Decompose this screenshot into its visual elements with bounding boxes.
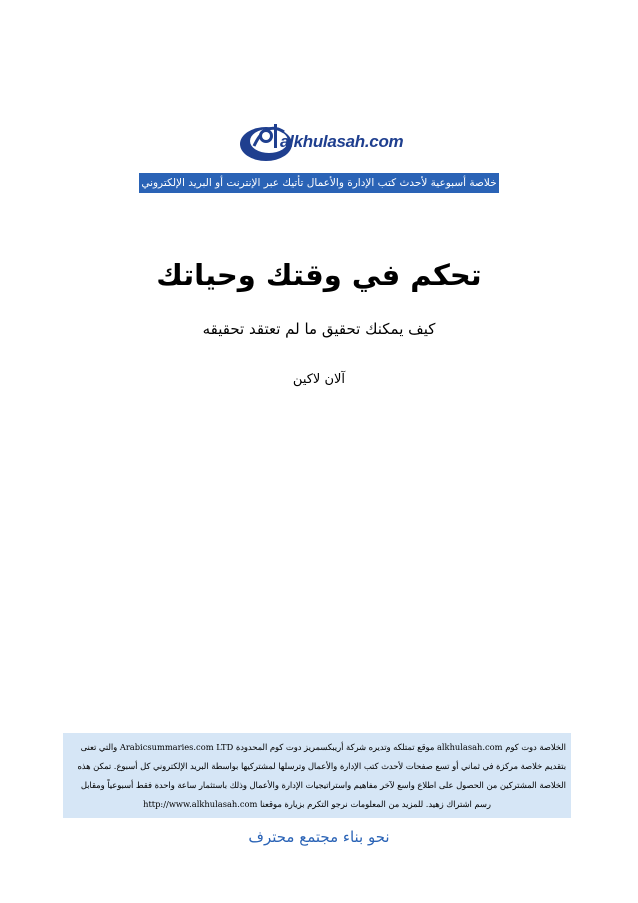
book-author: آلان لاكين <box>292 372 346 387</box>
site-logo <box>236 110 404 172</box>
logo-text: alkhulasah.com <box>280 132 404 151</box>
book-subtitle: كيف يمكنك تحقيق ما لم تعتقد تحقيقه <box>202 320 436 338</box>
about-info-box <box>63 733 571 818</box>
info-line: الخلاصة دوت كوم alkhulasah.com موقع تمتلكه وتديره شركة أريبكسمريز دوت كوم المحدودة Arabicsummaries.com LTD والتي تعنى <box>80 742 566 752</box>
footer-slogan: نحو بناء مجتمع محترف <box>248 828 390 846</box>
tagline-banner: خلاصة أسبوعية لأحدث كتب الإدارة والأعمال تأتيك عبر الإنترنت أو البريد الإلكتروني <box>139 173 499 193</box>
info-line: الخلاصة المشتركين من الحصول على اطلاع واسع لآخر مفاهيم واستراتيجيات الإدارة والأعمال وذلك باستثمار ساعة واحدة فقط أسبوعياً ومقابل <box>80 780 566 790</box>
info-line: بتقديم خلاصة مركزة في ثماني أو تسع صفحات لأحدث كتب الإدارة والأعمال وترسلها لمشتركيها بواسطة البريد الإلكتروني كل أسبوع. تمكن هذه <box>77 761 566 771</box>
info-line-with-link[interactable]: رسم اشتراك زهيد. للمزيد من المعلومات نرجو التكرم بزيارة موقعنا http://www.alkhulasah.com <box>143 799 491 809</box>
book-title: تحكم في وقتك وحياتك <box>156 258 482 292</box>
